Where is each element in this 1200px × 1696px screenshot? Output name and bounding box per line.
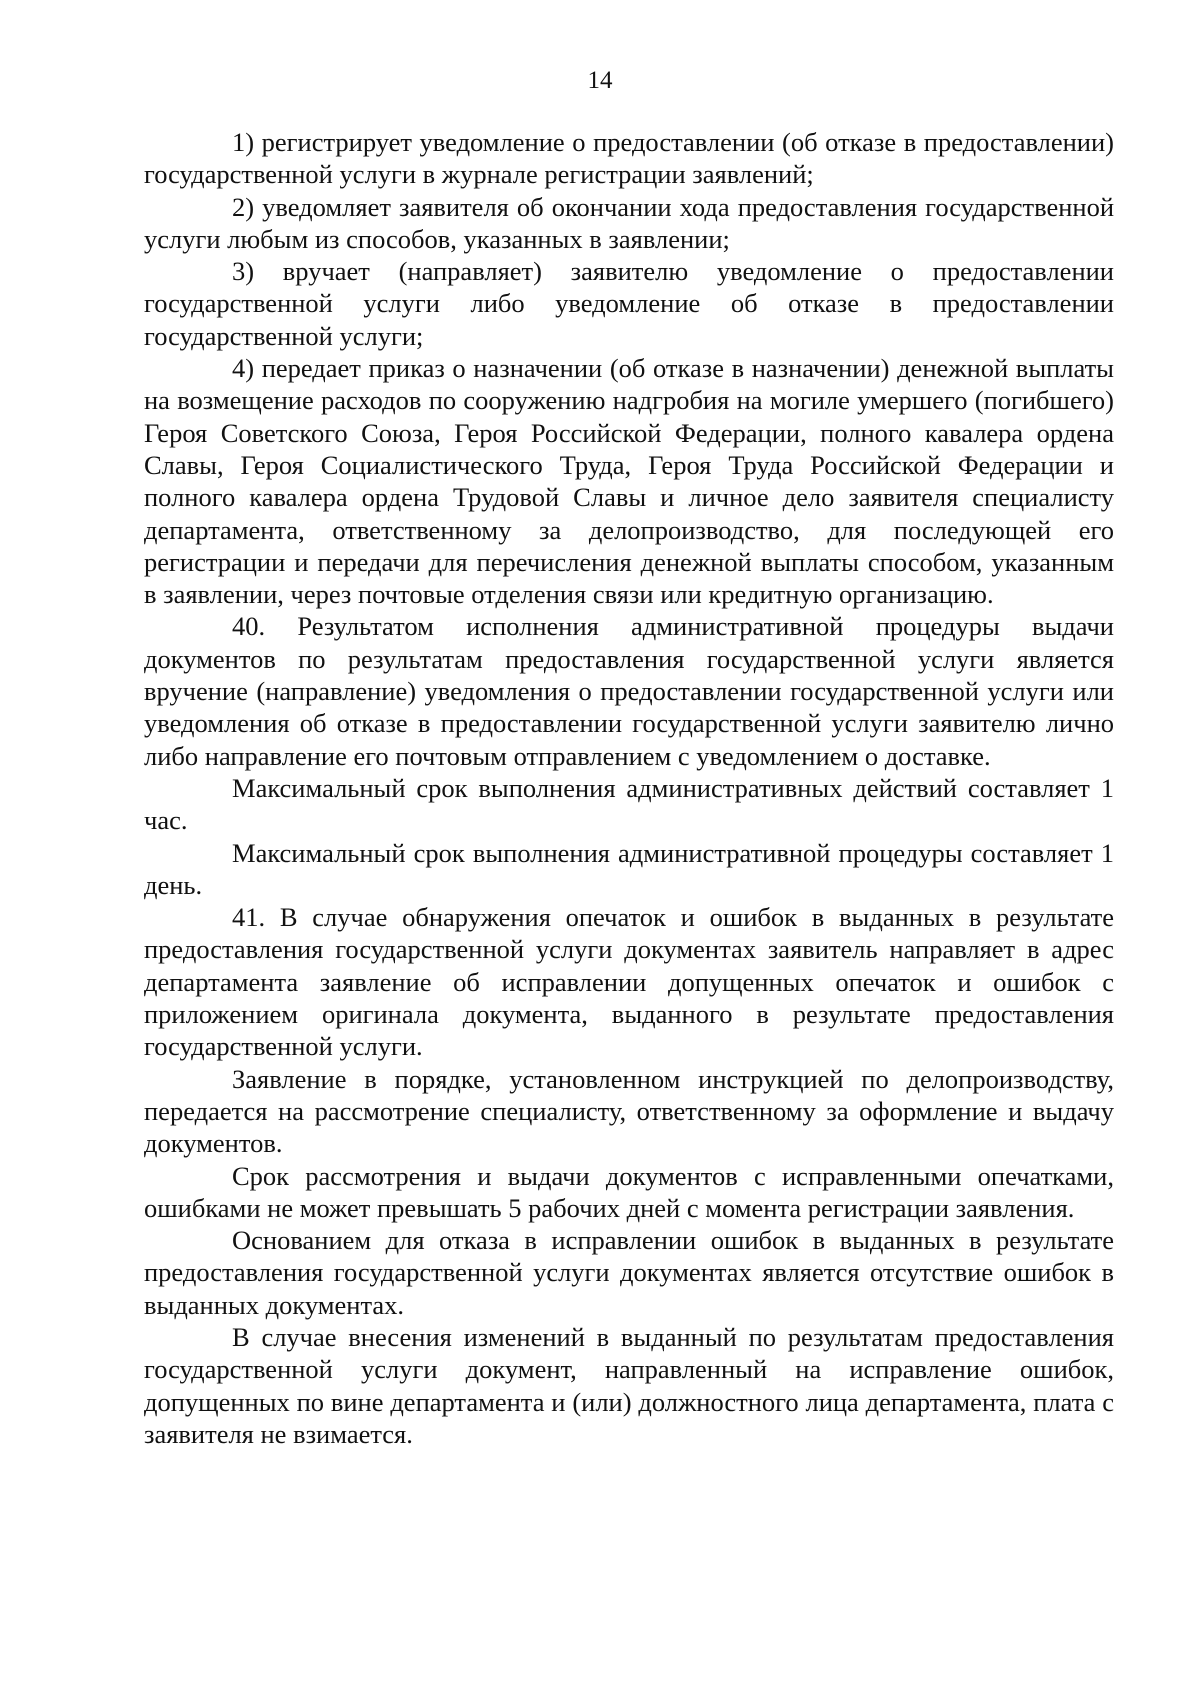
- paragraph-item-4: 4) передает приказ о назначении (об отказе в назначении) денежной выплаты на возмещение расходов по сооружению надгробия на могиле умершего (погибшего) Героя Советского Союза, Героя Российской Федерации, полного кавалера ордена Славы, Героя Социалистического Труда, Героя Труда Российской Федерации и полного кавалера ордена Трудовой Славы и личное дело заявителя специалисту департамента, ответственному за делопроизводство, для последующей его регистрации и передачи для перечисления денежной выплаты способом, указанным в заявлении, через почтовые отделения связи или кредитную организацию.: [144, 353, 1114, 610]
- paragraph-clause-41: 41. В случае обнаружения опечаток и ошибок в выданных в результате предоставления государственной услуги документах заявитель направляет в адрес департамента заявление об исправлении допущенных опечаток и ошибок с приложением оригинала документа, выданного в результате предоставления государственной услуги.: [144, 902, 1114, 1062]
- paragraph-application-handling: Заявление в порядке, установленном инструкцией по делопроизводству, передается на рассмотрение специалисту, ответственному за оформление и выдачу документов.: [144, 1063, 1114, 1159]
- paragraph-refusal-grounds: Основанием для отказа в исправлении ошибок в выданных в результате предоставления государственной услуги документах является отсутствие ошибок в выданных документах.: [144, 1225, 1114, 1320]
- paragraph-item-1: 1) регистрирует уведомление о предоставлении (об отказе в предоставлении) государственной услуги в журнале регистрации заявлений;: [144, 127, 1114, 190]
- paragraph-no-fee: В случае внесения изменений в выданный по результатам предоставления государственной услуги документ, направленный на исправление ошибок, допущенных по вине департамента и (или) должностного лица департамента, плата с заявителя не взимается.: [144, 1321, 1114, 1449]
- paragraph-clause-40: 40. Результатом исполнения административной процедуры выдачи документов по результатам предоставления государственной услуги является вручение (направление) уведомления о предоставлении государственной услуги или уведомления об отказе в предоставлении государственной услуги заявителю лично либо направление его почтовым отправлением с уведомлением о доставке.: [144, 611, 1114, 771]
- paragraph-max-time-actions: Максимальный срок выполнения административных действий составляет 1 час.: [144, 772, 1114, 836]
- paragraph-max-time-procedure: Максимальный срок выполнения административной процедуры составляет 1 день.: [144, 837, 1114, 900]
- paragraph-item-3: 3) вручает (направляет) заявителю уведомление о предоставлении государственной услуги либо уведомление об отказе в предоставлении государственной услуги;: [144, 256, 1114, 351]
- paragraph-review-term: Срок рассмотрения и выдачи документов с исправленными опечатками, ошибками не может превышать 5 рабочих дней с момента регистрации заявления.: [144, 1160, 1114, 1223]
- paragraph-item-2: 2) уведомляет заявителя об окончании хода предоставления государственной услуги любым из способов, указанных в заявлении;: [144, 191, 1114, 254]
- page-number: 14: [587, 67, 613, 94]
- document-body: [144, 126, 1114, 1450]
